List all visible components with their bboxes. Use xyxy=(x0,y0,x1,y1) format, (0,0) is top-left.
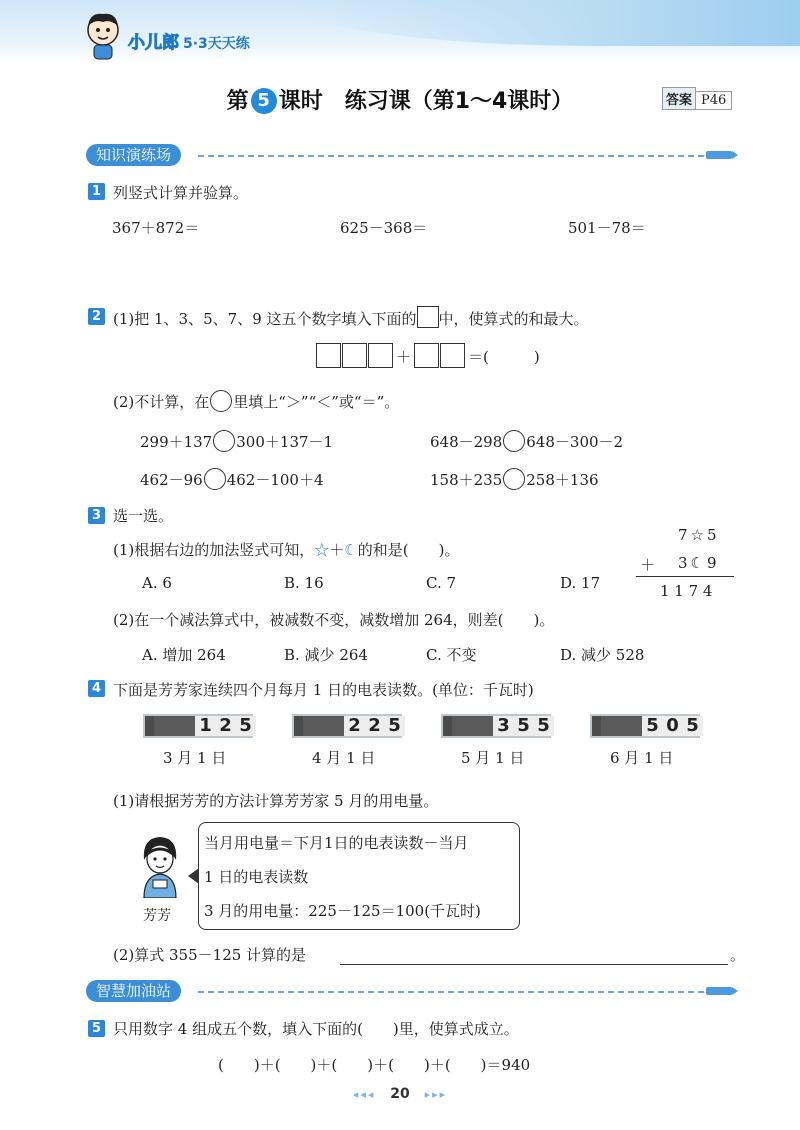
meter-blank-digit xyxy=(621,716,642,736)
q4-part1: (1)请根据芳芳的方法计算芳芳家 5 月的用电量。 xyxy=(113,792,439,810)
meter-digit: 0 xyxy=(662,716,683,736)
meter-digit: 1 xyxy=(195,716,216,736)
q1-item-3: 501－78＝ xyxy=(568,219,646,237)
q2-p2-before: (2)不计算，在 xyxy=(113,393,210,411)
q1-prompt: 列竖式计算并验算。 xyxy=(113,184,249,202)
q3-p2-option-d: D. 减少 528 xyxy=(560,646,645,664)
vertical-row-1: 7☆5 xyxy=(678,526,720,544)
title-suffix: 课时 练习课（第1～4课时） xyxy=(278,89,574,114)
compare-3-left: 462－96 xyxy=(140,471,203,489)
compare-circle-4[interactable] xyxy=(503,468,525,490)
answer-line[interactable] xyxy=(340,964,728,965)
meter-blank-digit xyxy=(601,716,622,736)
pencil-icon xyxy=(706,151,732,159)
meter-blank-digit xyxy=(472,716,493,736)
brand-name: 小儿郎 xyxy=(128,33,179,53)
q2-p2-after: 里填上“＞”“＜”或“＝”。 xyxy=(233,393,400,411)
meter-blank-digit xyxy=(174,716,195,736)
compare-row-2 xyxy=(430,430,623,452)
digit-input-box-3[interactable] xyxy=(368,343,393,368)
q4-part2-end: 。 xyxy=(730,946,746,964)
meter-blank-digit xyxy=(303,716,324,736)
bubble-line-3: 3 月的用电量：225－125＝100(千瓦时) xyxy=(204,902,481,920)
digit-input-box-2[interactable] xyxy=(342,343,367,368)
meter-digit: 3 xyxy=(493,716,514,736)
compare-row-4 xyxy=(430,468,599,490)
digit-input-box-1[interactable] xyxy=(316,343,341,368)
page-number: 20 xyxy=(390,1086,410,1102)
meter-digit: 2 xyxy=(215,716,236,736)
star-icon: ☆ xyxy=(314,541,330,559)
bubble-line-2: 1 日的电表读数 xyxy=(204,868,309,886)
q3-p2-option-c: C. 不变 xyxy=(426,646,477,664)
q5-prompt: 只用数字 4 组成五个数，填入下面的( )里，使算式成立。 xyxy=(113,1020,519,1038)
meter-date: 5 月 1 日 xyxy=(461,749,525,767)
compare-1-right: 300＋137－1 xyxy=(236,433,334,451)
meter-date: 3 月 1 日 xyxy=(163,749,227,767)
q3-p2-option-b: B. 减少 264 xyxy=(284,646,368,664)
lesson-number-badge: 5 xyxy=(251,88,277,114)
q3-part1 xyxy=(113,539,459,560)
compare-2-left: 648－298 xyxy=(430,433,503,451)
meter-blank-digit xyxy=(452,716,473,736)
question-number-1: 1 xyxy=(88,183,105,200)
girl-name-label: 芳芳 xyxy=(143,908,171,924)
answer-box-sample xyxy=(417,306,439,328)
q3-p1-after: 的和是( )。 xyxy=(357,541,460,559)
compare-1-left: 299＋137 xyxy=(140,433,213,451)
compare-circle-1[interactable] xyxy=(213,430,235,452)
section-divider-2 xyxy=(198,991,704,993)
q2-sum-blank: ＝( ) xyxy=(468,348,540,366)
q4-prompt: 下面是芳芳家连续四个月每月 1 日的电表读数。(单位：千瓦时) xyxy=(113,681,534,699)
brand-series: 5·3天天练 xyxy=(183,36,250,52)
compare-2-right: 648－300－2 xyxy=(526,433,624,451)
q2-p1-after: 中，使算式的和最大。 xyxy=(438,310,589,328)
compare-row-3 xyxy=(140,468,324,490)
meter-date: 6 月 1 日 xyxy=(610,749,674,767)
q2-plus: ＋ xyxy=(396,348,412,366)
title-prefix: 第 xyxy=(226,89,249,114)
bubble-line-1: 当月用电量＝下月1日的电表读数－当月 xyxy=(204,834,469,852)
meter-digit: 2 xyxy=(344,716,365,736)
mascot-boy-icon xyxy=(80,10,126,60)
answer-label: 答案 xyxy=(662,87,696,110)
question-number-5: 5 xyxy=(88,1020,105,1037)
compare-3-right: 462－100＋4 xyxy=(226,471,324,489)
digit-input-box-5[interactable] xyxy=(440,343,465,368)
q3-p1-before: (1)根据右边的加法竖式可知， xyxy=(113,541,315,559)
answer-ref xyxy=(662,87,732,110)
answer-page: P46 xyxy=(696,91,732,110)
q2-p1-before: (1)把 1、3、5、7、9 这五个数字填入下面的 xyxy=(113,310,417,328)
meter-digit: 5 xyxy=(533,716,554,736)
meter-digit: 2 xyxy=(364,716,385,736)
brand xyxy=(128,28,250,53)
vertical-plus-sign: ＋ xyxy=(640,556,656,574)
q3-part2: (2)在一个减法算式中，被减数不变，减数增加 264，则差( )。 xyxy=(113,611,555,629)
meter-digit: 5 xyxy=(513,716,534,736)
question-number-4: 4 xyxy=(88,680,105,697)
question-number-3: 3 xyxy=(88,507,105,524)
q4-part2: (2)算式 355－125 计算的是 xyxy=(113,946,307,964)
compare-row-1 xyxy=(140,430,333,452)
section-header-1: 知识演练场 xyxy=(86,144,181,166)
q5-equation: ( )＋( )＋( )＋( )＋( )＝940 xyxy=(218,1056,531,1074)
q3-p1-option-b: B. 16 xyxy=(284,574,324,592)
q2-part2 xyxy=(113,390,399,412)
section-divider-1 xyxy=(198,155,704,157)
q3-prompt: 选一选。 xyxy=(113,507,174,525)
circle-sample-icon xyxy=(210,390,232,412)
meter-blank-digit xyxy=(323,716,344,736)
q2-part1 xyxy=(113,306,589,329)
compare-circle-2[interactable] xyxy=(503,430,525,452)
meter-digit: 5 xyxy=(384,716,405,736)
girl-fangfang-icon xyxy=(134,832,186,898)
q3-p1-option-d: D. 17 xyxy=(560,574,601,592)
digit-input-box-4[interactable] xyxy=(414,343,439,368)
q3-p2-option-a: A. 增加 264 xyxy=(142,646,226,664)
q3-p1-option-a: A. 6 xyxy=(142,574,172,592)
page-footer xyxy=(0,1086,800,1102)
compare-4-left: 158＋235 xyxy=(430,471,503,489)
left-arrows-icon: ◂◂◂ xyxy=(352,1088,376,1101)
right-arrows-icon: ▸▸▸ xyxy=(424,1088,448,1101)
compare-4-right: 258＋136 xyxy=(526,471,599,489)
q3-p1-mid: ＋ xyxy=(329,541,345,559)
question-number-2: 2 xyxy=(88,308,105,325)
section-header-2: 智慧加油站 xyxy=(86,980,181,1002)
meter-digit: 5 xyxy=(642,716,663,736)
q1-item-2: 625－368＝ xyxy=(340,219,428,237)
vertical-sum-line xyxy=(636,576,734,577)
vertical-sum: 1 1 7 4 xyxy=(660,582,713,600)
meter-date: 4 月 1 日 xyxy=(312,749,376,767)
pencil-icon xyxy=(706,987,732,995)
q1-item-1: 367＋872＝ xyxy=(112,219,200,237)
meter-digit: 5 xyxy=(682,716,703,736)
moon-icon: ☾ xyxy=(344,541,358,559)
meter-blank-digit xyxy=(154,716,175,736)
compare-circle-3[interactable] xyxy=(204,468,226,490)
q3-p1-option-c: C. 7 xyxy=(426,574,457,592)
vertical-row-2: 3☾9 xyxy=(678,554,720,572)
meter-digit: 5 xyxy=(235,716,256,736)
